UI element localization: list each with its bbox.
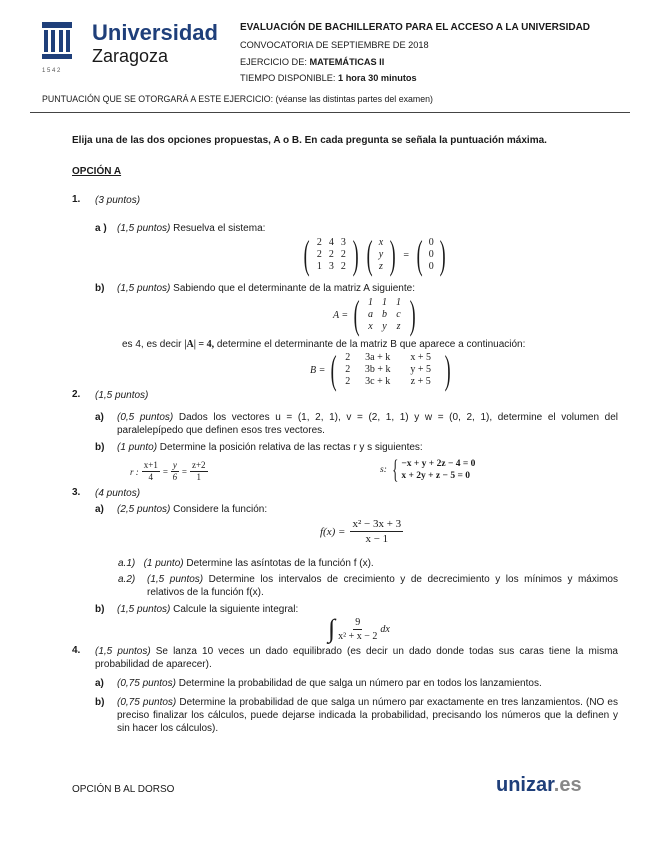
matrix-cell: z + 5: [410, 376, 431, 387]
matrix-cell: 3: [328, 261, 334, 272]
logo-city: Zaragoza: [92, 46, 169, 66]
next-option-note: OPCIÓN B AL DORSO: [72, 784, 175, 795]
matrix-cell: z: [379, 261, 383, 272]
q3b-label: b): [95, 604, 105, 615]
q1a-text: (1,5 puntos) Resuelva el sistema:: [117, 223, 266, 234]
q2-points: (1,5 puntos): [95, 390, 149, 401]
q3a2-label: a.2): [118, 574, 136, 585]
matrix-cell: 2: [340, 261, 346, 272]
q3a1: a.1) (1 punto) Determine las asíntotas de la función f (x).: [118, 558, 374, 569]
line-r: r : $\frac{x+1}{4}$ = $\frac{y}{6}$ = $\frac{z+2}{1}$: [130, 460, 206, 482]
ejercicio: EJERCICIO DE: MATEMÁTICAS II: [240, 57, 385, 67]
function-f: f(x) = $\frac{\text{x² − 3x + 3}}{x - 1}$: [320, 518, 402, 545]
matrix-cell: 2: [316, 237, 322, 248]
q2a-text: (0,5 puntos) Dados los vectores u = (1, 2, 1), v = (2, 1, 1) y w = (0, 2, 1), determine el volumen del paralelepípedo que definen esos tres vectores.: [117, 412, 618, 436]
intro-text: Elija una de las dos opciones propuestas, A o B. En cada pregunta se señala la puntuación máxima.: [72, 135, 547, 146]
matrix-cell: 2: [316, 249, 322, 260]
matrix-cell: x + 5: [410, 352, 431, 363]
matrix-cell: c: [396, 309, 401, 320]
q1-points: (3 puntos): [95, 195, 141, 206]
matrix-cell: 0: [428, 261, 434, 272]
matrix-cell: 3: [340, 237, 346, 248]
q2-number: 2.: [72, 389, 81, 400]
q4b-text: (0,75 puntos) Determine la probabilidad de que salga un número par exactamente en tres lanzamientos. (NO es preciso finalizar los cálculos, puede dejarse indicada la probabilidad, precisando los números que la definen y sin hacer los cálculos).: [117, 697, 618, 734]
q4b-label: b): [95, 697, 105, 708]
matrix-cell: z: [396, 321, 401, 332]
q4a-label: a): [95, 678, 104, 689]
matrix-cell: y: [378, 249, 384, 260]
q1b-label: b): [95, 283, 105, 294]
header-divider: [30, 112, 630, 113]
system-equation: ( 2 4 3 2 2 2 1 3 2 ) ( x y z ) = ( 0 0 0 ): [303, 232, 446, 277]
q4-number: 4.: [72, 645, 81, 656]
q3a-label: a): [95, 504, 104, 515]
tiempo: TIEMPO DISPONIBLE: 1 hora 30 minutos: [240, 73, 417, 83]
matrix-cell: 4: [328, 237, 334, 248]
q1-number: 1.: [72, 194, 81, 205]
matrix-a: A = ( 1 1 1 a b c x y z ): [333, 292, 416, 337]
matrix-cell: 1: [396, 297, 402, 308]
logo-year: 1 5 4 2: [42, 68, 61, 74]
matrix-cell: y: [382, 321, 387, 332]
matrix-cell: y + 5: [410, 364, 431, 375]
q3-points: (4 puntos): [95, 488, 141, 499]
matrix-cell: 2: [345, 364, 351, 375]
q2a-label: a): [95, 412, 104, 423]
q3-number: 3.: [72, 487, 81, 498]
det-statement: es 4, es decir |A| = 4, determine el determinante de la matriz B que aparece a continuación:: [122, 339, 526, 350]
matrix-cell: 2: [345, 352, 351, 363]
puntuacion-line: PUNTUACIÓN QUE SE OTORGARÁ A ESTE EJERCICIO: (véanse las distintas partes del examen): [42, 94, 433, 104]
matrix-cell: 3c + k: [365, 376, 391, 387]
matrix-cell: 1: [368, 297, 374, 308]
q4-text: (1,5 puntos) Se lanza 10 veces un dado equilibrado (es decir un dado donde todas sus caras tiene la misma probabilidad de aparecer).: [95, 646, 618, 670]
line-s: s: { −x + y + 2z − 4 = 0 x + 2y + z − 5 = 0: [380, 455, 476, 484]
matrix-cell: a: [368, 309, 374, 320]
matrix-cell: 1: [316, 261, 322, 272]
q3b-text: (1,5 puntos) Calcule la siguiente integral:: [117, 604, 299, 615]
convocatoria: CONVOCATORIA DE SEPTIEMBRE DE 2018: [240, 40, 429, 50]
matrix-cell: x: [378, 237, 384, 248]
matrix-cell: 1: [382, 297, 388, 308]
matrix-cell: 3a + k: [365, 352, 391, 363]
matrix-b: B = ( 2 3a + k x + 5 2 3b + k y + 5 2 3c + k z + 5 ): [310, 347, 451, 392]
q3a2-text: (1,5 puntos) Determine los intervalos de crecimiento y de decrecimiento y los mínimos y máximos relativos de la función f(x).: [147, 574, 618, 598]
logo-title: Universidad: [92, 20, 218, 45]
matrix-cell: 2: [328, 249, 334, 260]
university-crest-icon: [40, 20, 74, 64]
matrix-cell: 2: [345, 376, 351, 387]
matrix-cell: 0: [428, 237, 434, 248]
matrix-cell: b: [382, 309, 388, 320]
q4a-text: (0,75 puntos) Determine la probabilidad de que salga un número par en todos los lanzamientos.: [117, 678, 542, 689]
q2b-text: (1 punto) Determine la posición relativa de las rectas r y s siguientes:: [117, 442, 423, 453]
q2b-label: b): [95, 442, 105, 453]
matrix-cell: 0: [428, 249, 434, 260]
q3a-text: (2,5 puntos) Considere la función:: [117, 504, 268, 515]
university-logo: [40, 18, 230, 78]
matrix-cell: x: [368, 321, 373, 332]
integral: ∫ $\frac{9}{\text{x² + x − 2}}$ dx: [328, 614, 390, 643]
matrix-cell: 3b + k: [364, 364, 391, 375]
q1b-text: (1,5 puntos) Sabiendo que el determinante de la matriz A siguiente:: [117, 283, 415, 294]
exam-title: EVALUACIÓN DE BACHILLERATO PARA EL ACCESO A LA UNIVERSIDAD: [240, 22, 591, 33]
matrix-cell: 2: [340, 249, 346, 260]
q1a-label: a ): [95, 223, 107, 234]
option-title: OPCIÓN A: [72, 166, 122, 177]
unizar-brand: unizar.es: [496, 774, 582, 796]
